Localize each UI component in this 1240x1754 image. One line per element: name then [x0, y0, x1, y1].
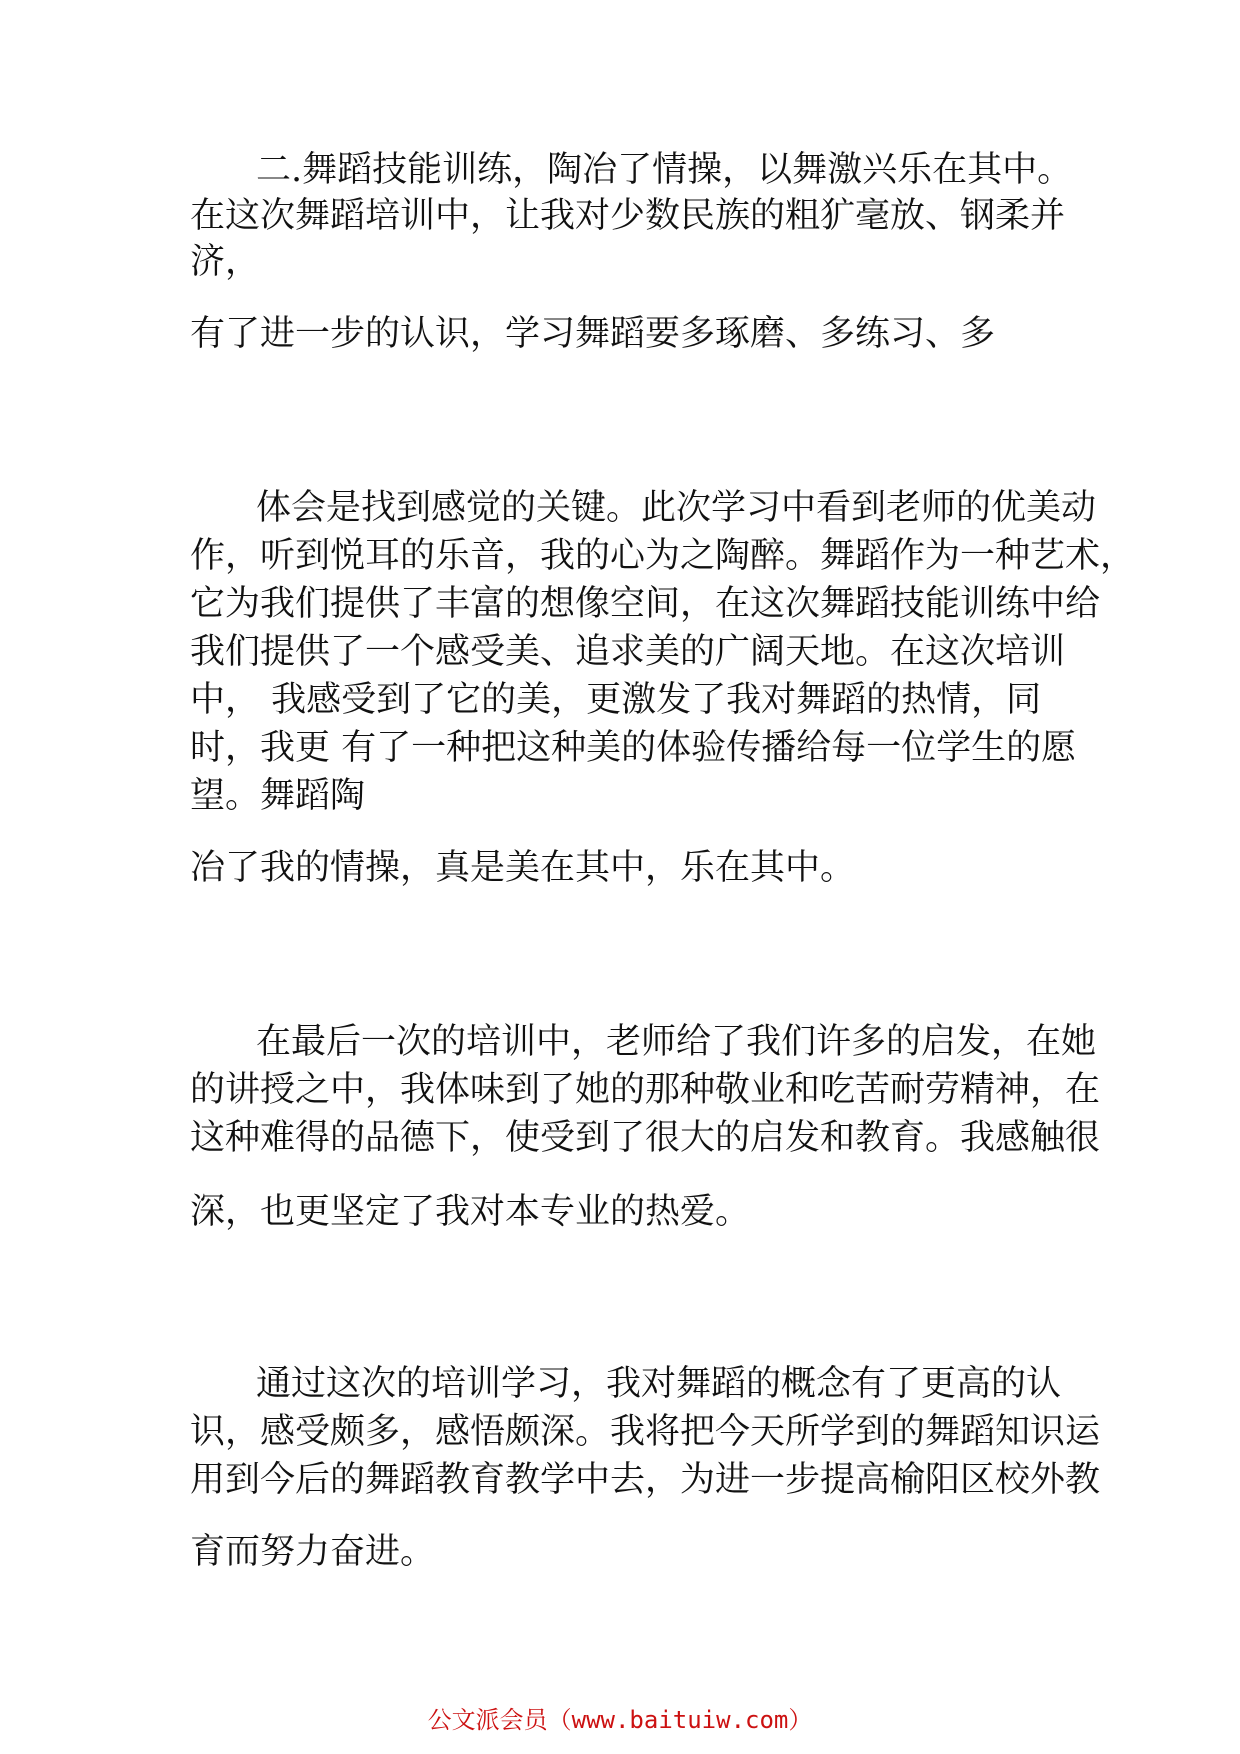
paragraph-line: 它为我们提供了丰富的想像空间，在这次舞蹈技能训练中给: [190, 584, 1101, 624]
paragraph-line: 二.舞蹈技能训练，陶冶了情操，以舞激兴乐在其中。: [256, 150, 1073, 190]
paragraph-line: 中， 我感受到了它的美，更激发了我对舞蹈的热情，同: [190, 680, 1042, 720]
paragraph-line: 这种难得的品德下，使受到了很大的启发和教育。我感触很: [190, 1118, 1101, 1158]
paragraph-line: 通过这次的培训学习，我对舞蹈的概念有了更高的认: [256, 1364, 1062, 1404]
paragraph-line: 作，听到悦耳的乐音，我的心为之陶醉。舞蹈作为一种艺术，: [190, 536, 1136, 576]
paragraph-line: 识，感受颇多，感悟颇深。我将把今天所学到的舞蹈知识运: [190, 1412, 1101, 1452]
paragraph-line: 育而努力奋进。: [190, 1532, 436, 1572]
paragraph-line: 体会是找到感觉的关键。此次学习中看到老师的优美动: [256, 488, 1097, 528]
paragraph-line: 冶了我的情操，真是美在其中，乐在其中。: [190, 848, 856, 888]
paragraph-line: 用到今后的舞蹈教育教学中去，为进一步提高榆阳区校外教: [190, 1460, 1101, 1500]
paragraph-line: 在这次舞蹈培训中，让我对少数民族的粗犷毫放、钢柔并: [190, 196, 1066, 236]
paragraph-line: 在最后一次的培训中，老师给了我们许多的启发，在她: [256, 1022, 1097, 1062]
footer-watermark: [0, 1700, 1240, 1735]
footer-url[interactable]: （www.baituiw.com）: [547, 1706, 813, 1734]
paragraph-line: 望。舞蹈陶: [190, 776, 366, 816]
footer-label: 公文派会员: [427, 1706, 548, 1734]
paragraph-line: 时，我更 有了一种把这种美的体验传播给每一位学生的愿: [190, 728, 1077, 768]
paragraph-line: 有了进一步的认识，学习舞蹈要多琢磨、多练习、多: [190, 314, 996, 354]
paragraph-line: 深，也更坚定了我对本专业的热爱。: [190, 1192, 751, 1232]
paragraph-line: 我们提供了一个感受美、追求美的广阔天地。在这次培训: [190, 632, 1066, 672]
paragraph-line: 济，: [190, 242, 261, 282]
paragraph-line: 的讲授之中，我体味到了她的那种敬业和吃苦耐劳精神，在: [190, 1070, 1101, 1110]
